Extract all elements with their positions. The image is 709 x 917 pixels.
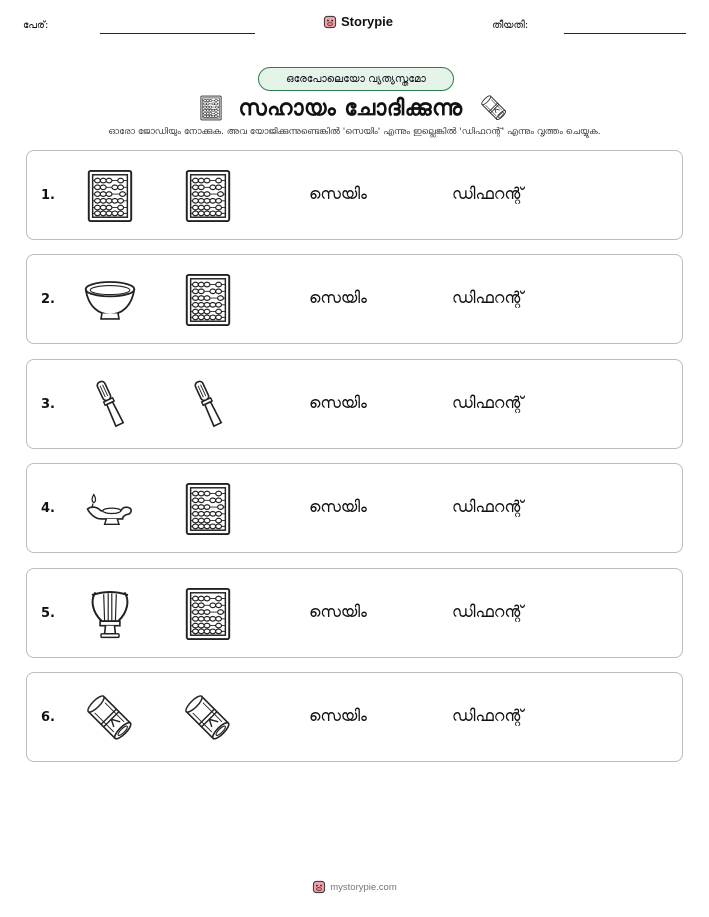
different-option[interactable]: ഡിഫറന്റ് — [452, 497, 524, 517]
title-row — [0, 92, 709, 124]
name-line — [100, 33, 255, 34]
chisel-icon — [83, 378, 137, 432]
exercise-row — [26, 150, 683, 240]
abacus-icon — [83, 169, 137, 223]
storypie-logo-icon — [323, 15, 337, 29]
abacus-icon — [181, 169, 235, 223]
page-title: സഹായം ചോദിക്കുന്നു — [238, 95, 463, 121]
left-picture — [83, 691, 137, 745]
footer — [0, 880, 709, 894]
brand-logo — [323, 14, 393, 29]
instructions: ഓരോ ജോഡിയും നോക്കുക. അവ യോജിക്കുന്നുണ്ടെങ്കിൽ 'സെയിം' എന്നും ഇല്ലെങ്കിൽ 'ഡിഫറന്റ്' എന്നും വൃത്തം ചെയ്യുക. — [108, 127, 601, 137]
different-option[interactable]: ഡിഫറന്റ് — [452, 601, 524, 621]
row-number: 4. — [41, 501, 55, 517]
oil-lamp-icon — [83, 482, 137, 536]
name-label: പേര്: — [23, 20, 49, 31]
row-number: 6. — [41, 710, 55, 725]
left-picture — [83, 169, 137, 223]
right-picture — [181, 691, 235, 745]
right-picture — [181, 169, 235, 223]
bowl-icon — [83, 273, 137, 327]
row-number: 2. — [41, 292, 55, 308]
scroll-icon — [479, 93, 509, 123]
row-number: 3. — [41, 396, 55, 412]
same-option[interactable]: സെയിം — [309, 497, 367, 517]
different-option[interactable]: ഡിഫറന്റ് — [452, 288, 524, 308]
brand-name: Storypie — [341, 14, 394, 29]
scroll-icon — [83, 691, 137, 745]
exercise-row — [26, 672, 683, 762]
exercise-row — [26, 359, 683, 449]
exercise-row — [26, 254, 683, 344]
right-picture — [181, 587, 235, 641]
right-picture — [181, 482, 235, 536]
abacus-icon — [200, 94, 222, 122]
same-option[interactable]: സെയിം — [309, 392, 367, 412]
different-option[interactable]: ഡിഫറന്റ് — [452, 184, 524, 203]
left-picture — [83, 587, 137, 641]
abacus-icon — [181, 273, 235, 327]
right-picture — [181, 273, 235, 327]
left-picture — [83, 273, 137, 327]
same-option[interactable]: സെയിം — [309, 601, 367, 621]
same-option[interactable]: സെയിം — [309, 184, 367, 203]
abacus-icon — [181, 587, 235, 641]
row-number: 1. — [41, 188, 55, 203]
category-tag: ഒരേപോലെയോ വ്യത്യസ്തമോ — [258, 67, 454, 91]
footer-url: mystorypie.com — [330, 881, 397, 893]
chisel-icon — [181, 378, 235, 432]
same-option[interactable]: സെയിം — [309, 288, 367, 308]
abacus-icon — [181, 482, 235, 536]
exercise-row — [26, 568, 683, 658]
left-picture — [83, 482, 137, 536]
different-option[interactable]: ഡിഫറന്റ് — [452, 392, 524, 412]
date-line — [564, 33, 686, 34]
same-option[interactable]: സെയിം — [309, 706, 367, 725]
exercise-row — [26, 463, 683, 553]
date-label: തീയതി: — [492, 20, 529, 31]
scroll-icon — [181, 691, 235, 745]
row-number: 5. — [41, 605, 55, 621]
left-picture — [83, 378, 137, 432]
lyre-icon — [83, 587, 137, 641]
different-option[interactable]: ഡിഫറന്റ് — [452, 706, 524, 725]
page-header — [0, 14, 709, 38]
storypie-logo-icon — [312, 880, 326, 894]
right-picture — [181, 378, 235, 432]
